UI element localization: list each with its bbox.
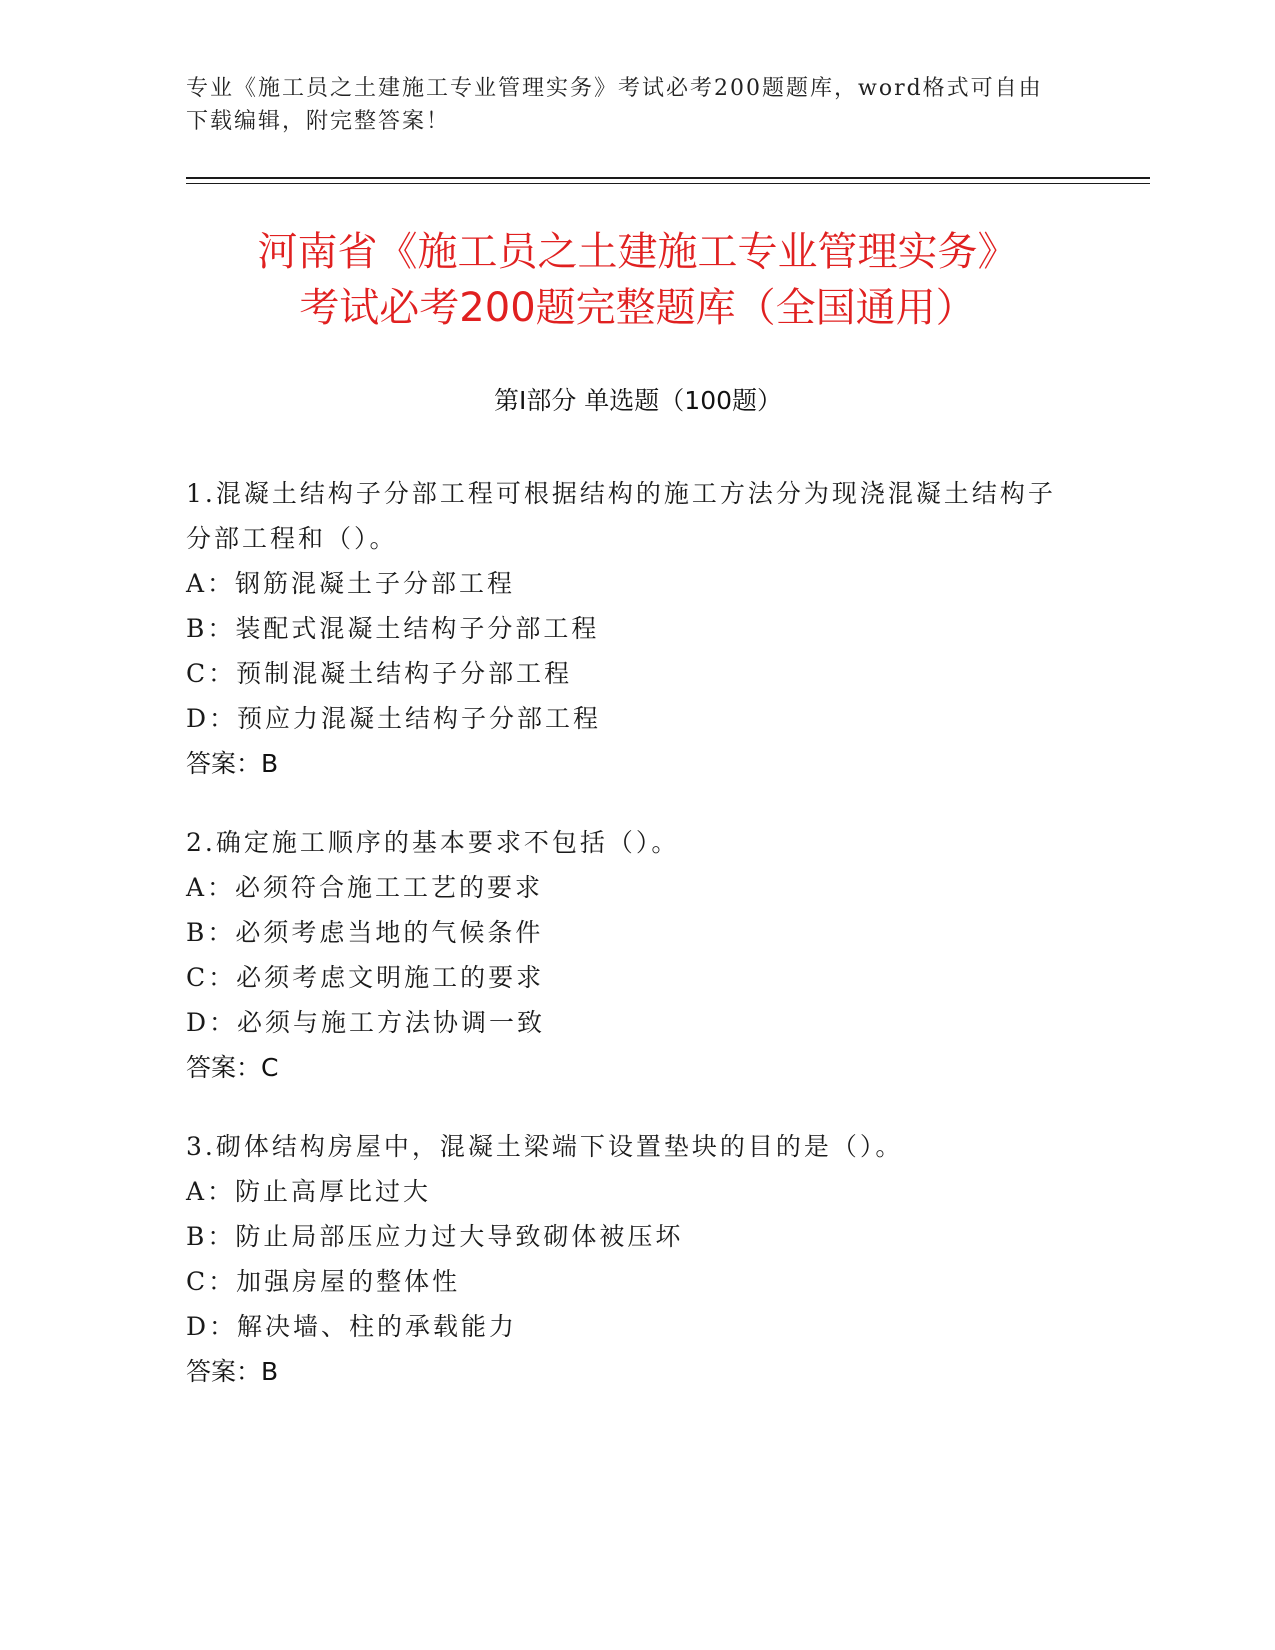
option-b: B：必须考虑当地的气候条件 — [186, 918, 544, 947]
answer: 答案：C — [186, 1053, 279, 1082]
option-b: B：防止局部压应力过大导致砌体被压坏 — [186, 1222, 684, 1251]
question-stem: 2.确定施工顺序的基本要求不包括（）。 — [186, 828, 680, 857]
question-stem: 3.砌体结构房屋中，混凝土梁端下设置垫块的目的是（）。 — [186, 1132, 904, 1161]
option-b: B：装配式混凝土结构子分部工程 — [186, 614, 600, 643]
option-d: D：预应力混凝土结构子分部工程 — [186, 704, 602, 733]
question-2 — [186, 820, 1086, 1090]
option-c: C：必须考虑文明施工的要求 — [186, 963, 545, 992]
question-3 — [186, 1124, 1086, 1394]
option-c: C：预制混凝土结构子分部工程 — [186, 659, 573, 688]
header-note: 专业《施工员之土建施工专业管理实务》考试必考200题题库，word格式可自由下载编辑，附完整答案！ — [186, 76, 1043, 134]
option-a: A：必须符合施工工艺的要求 — [186, 873, 544, 902]
answer: 答案：B — [186, 749, 279, 778]
question-list — [186, 471, 1086, 1428]
header-rule-thin — [186, 183, 1150, 184]
header-rule-thick — [186, 177, 1150, 179]
question-1 — [186, 471, 1086, 786]
document-title-line-1: 河南省《施工员之土建施工专业管理实务》 — [257, 229, 1018, 275]
document-title — [120, 224, 1155, 336]
answer: 答案：B — [186, 1357, 279, 1386]
question-stem: 1.混凝土结构子分部工程可根据结构的施工方法分为现浇混凝土结构子分部工程和（）。 — [186, 479, 1056, 553]
document-title-line-2: 考试必考200题完整题库（全国通用） — [299, 285, 976, 331]
option-a: A：防止高厚比过大 — [186, 1177, 432, 1206]
option-c: C：加强房屋的整体性 — [186, 1267, 461, 1296]
option-d: D：必须与施工方法协调一致 — [186, 1008, 546, 1037]
option-d: D：解决墙、柱的承载能力 — [186, 1312, 518, 1341]
section-title: 第Ⅰ部分 单选题（100题） — [493, 386, 783, 415]
option-a: A：钢筋混凝土子分部工程 — [186, 569, 516, 598]
